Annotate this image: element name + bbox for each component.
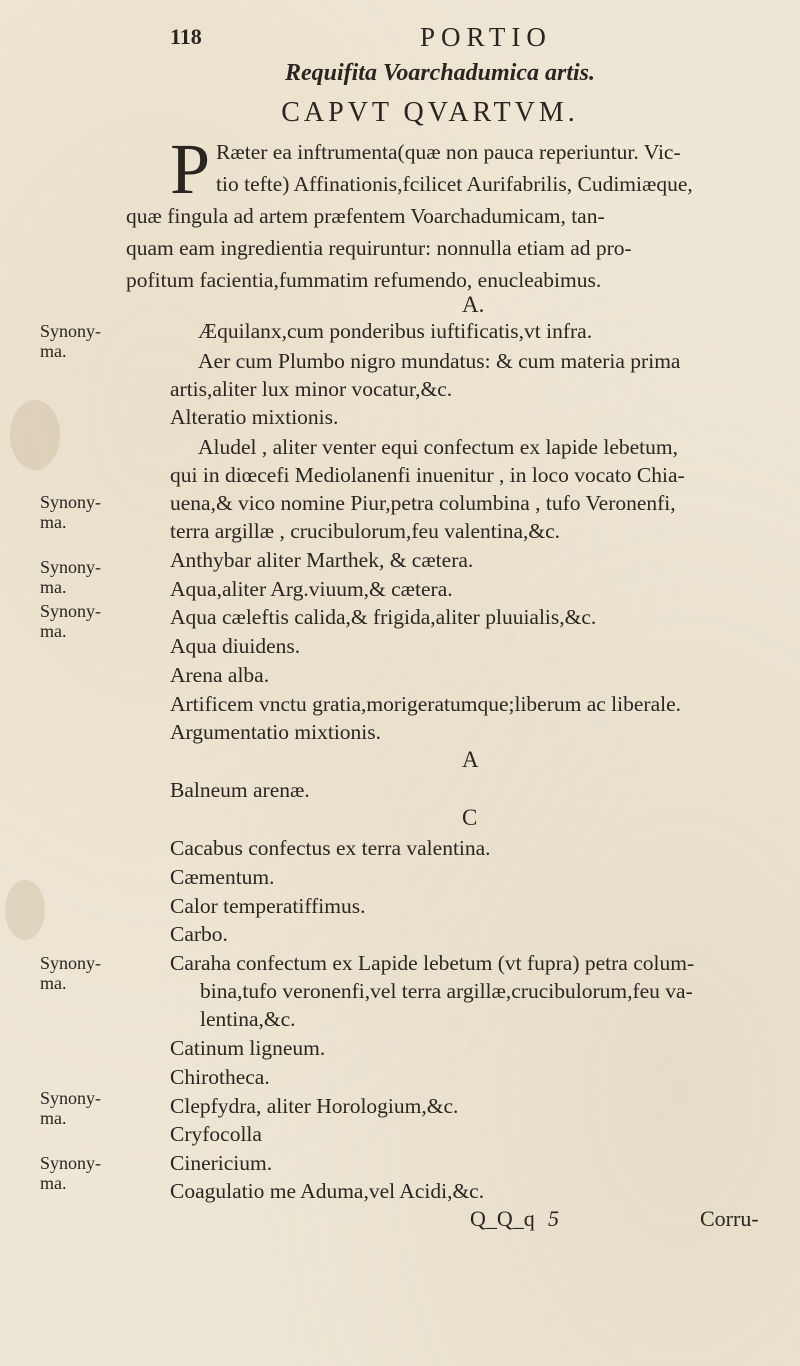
entry: Cryfocolla xyxy=(170,1122,262,1146)
entry: Clepfydra, aliter Horologium,&c. xyxy=(170,1094,459,1118)
catchword: Corru- xyxy=(700,1206,759,1231)
intro-line: Ræter ea inftrumenta(quæ non pauca reperiuntur. Vic- xyxy=(216,140,681,164)
signature-mark: Q_Q_q xyxy=(470,1206,535,1231)
entry: Balneum arenæ. xyxy=(170,778,310,802)
intro-paragraph xyxy=(126,129,780,296)
intro-line: pofitum facientia,fummatim refumendo, enucleabimus. xyxy=(126,268,602,292)
entry: Cacabus confectus ex terra valentina. xyxy=(170,836,491,860)
margin-note: Synony- ma. xyxy=(40,1153,102,1193)
entry: Catinum ligneum. xyxy=(170,1036,326,1060)
section-subtitle: Requifita Voarchadumica artis. xyxy=(284,60,596,86)
entry: Anthybar aliter Marthek, & cætera. xyxy=(170,548,474,572)
margin-note: Synony- ma. xyxy=(40,321,102,361)
dropcap: P xyxy=(170,129,211,209)
section-letter: C xyxy=(462,805,478,830)
entry: Caraha confectum ex Lapide lebetum (vt fupra) petra colum- xyxy=(170,951,695,975)
entry: bina,tufo veronenfi,vel terra argillæ,crucibulorum,feu va- xyxy=(200,979,693,1003)
entry: lentina,&c. xyxy=(200,1007,296,1031)
entry: Calor temperatiffimus. xyxy=(170,894,366,918)
intro-line: quam eam ingredientia requiruntur: nonnulla etiam ad pro- xyxy=(126,236,632,260)
entry: Aer cum Plumbo nigro mundatus: & cum materia prima xyxy=(198,349,681,373)
entry: uena,& vico nomine Piur,petra columbina , tufo Veronenfi, xyxy=(170,491,676,515)
entry: Alteratio mixtionis. xyxy=(170,405,339,429)
entry: qui in diœcefi Mediolanenfi inuenitur , in loco vocato Chia- xyxy=(170,463,685,487)
margin-note: Synony- ma. xyxy=(40,492,102,532)
margin-note: Synony- ma. xyxy=(40,1088,102,1128)
entry: Coagulatio me Aduma,vel Acidi,&c. xyxy=(170,1179,485,1203)
margin-note: Synony- ma. xyxy=(40,953,102,993)
entry: artis,aliter lux minor vocatur,&c. xyxy=(170,377,453,401)
margin-note: Synony- ma. xyxy=(40,601,102,641)
page-number: 118 xyxy=(170,24,202,49)
running-title: PORTIO xyxy=(420,22,552,52)
signature-number: 5 xyxy=(548,1206,559,1231)
entry: Argumentatio mixtionis. xyxy=(170,720,382,744)
entry: Arena alba. xyxy=(170,663,270,687)
entry: Æquilanx,cum ponderibus iuftificatis,vt infra. xyxy=(198,319,593,343)
entry: Carbo. xyxy=(170,922,228,946)
entry: Cæmentum. xyxy=(170,865,275,889)
entry: Aludel , aliter venter equi confectum ex lapide lebetum, xyxy=(198,435,678,459)
entry: Cinericium. xyxy=(170,1151,273,1175)
entry: Chirotheca. xyxy=(170,1065,270,1089)
intro-line: quæ fingula ad artem præfentem Voarchadumicam, tan- xyxy=(126,204,605,228)
entry: Aqua cæleftis calida,& frigida,aliter pluuialis,&c. xyxy=(170,605,597,629)
margin-note: Synony- ma. xyxy=(40,557,102,597)
entry: Artificem vnctu gratia,morigeratumque;liberum ac liberale. xyxy=(170,692,682,716)
section-letter: A. xyxy=(462,292,485,317)
intro-line: tio tefte) Affinationis,fcilicet Aurifabrilis, Cudimiæque, xyxy=(216,172,693,196)
page-header xyxy=(0,22,800,56)
entry: Aqua diuidens. xyxy=(170,634,301,658)
section-letter: A xyxy=(462,747,479,772)
entry: Aqua,aliter Arg.viuum,& cætera. xyxy=(170,577,453,601)
chapter-title: CAPVT QVARTVM. xyxy=(281,97,579,128)
entry: terra argillæ , crucibulorum,feu valentina,&c. xyxy=(170,519,561,543)
